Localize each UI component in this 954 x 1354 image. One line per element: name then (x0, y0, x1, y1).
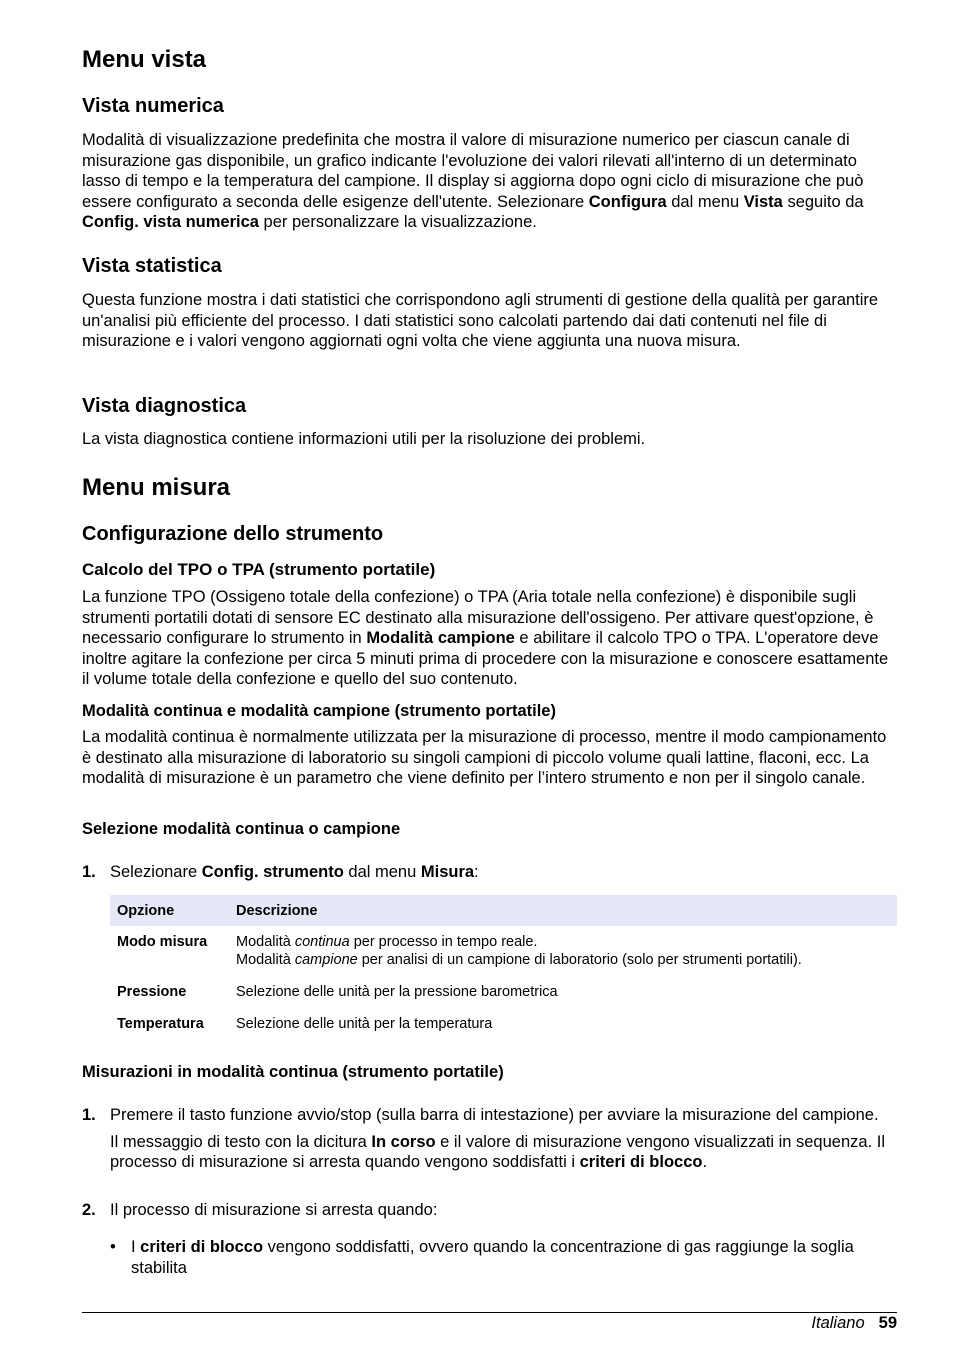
paragraph-vista-numerica: Modalità di visualizzazione predefinita che mostra il valore di misurazione numerico per ciascun canale di misurazione gas disponibile, un grafico indicante l'evoluzione dei valori rilevati all'interno di un determinato lasso di tempo e la temperatura del campione. Il display si aggiorna dopo ogni ciclo di misurazione che può essere configurato a seconda delle esigenze dell'utente. Selezionare Configura dal menu Vista seguito da Config. vista numerica per personalizzare la visualizzazione. (82, 131, 864, 232)
paragraph-vista-statistica: Questa funzione mostra i dati statistici che corrispondono agli strumenti di gestione della qualità per garantire un'analisi più efficiente del processo. I dati statistici sono calcolati partendo dai dati contenuti nel file di misurazione e i valori vengono aggiornati ogni volta che viene aggiunta una nuova misura. (82, 291, 879, 351)
table-row (110, 1008, 897, 1040)
page-number: 59 (878, 1314, 897, 1332)
table-cell-option: Temperatura (117, 1016, 204, 1032)
step-text: Premere il tasto funzione avvio/stop (sulla barra di intestazione) per avviare la misurazione del campione. (110, 1106, 879, 1124)
options-table (110, 895, 897, 1040)
table-row (110, 926, 897, 976)
heading-configurazione: Configurazione dello strumento (82, 523, 384, 545)
table-cell-option: Pressione (117, 984, 187, 1000)
footer-divider (82, 1312, 897, 1313)
heading-vista-numerica: Vista numerica (82, 95, 224, 117)
step-number: 2. (82, 1201, 96, 1219)
step-1-selezione (82, 862, 897, 883)
step-2-continua (82, 1200, 897, 1221)
heading-calcolo-tpo: Calcolo del TPO o TPA (strumento portatile) (82, 560, 436, 579)
table-header-row (110, 895, 897, 926)
table-cell-description: Modalità continua per processo in tempo reale. Modalità campione per analisi di un campione di laboratorio (solo per strumenti portatili). (236, 934, 802, 968)
step-text: Il processo di misurazione si arresta quando: (110, 1201, 438, 1219)
paragraph-calcolo-tpo: La funzione TPO (Ossigeno totale della confezione) o TPA (Aria totale nella confezione) è disponibile sugli strumenti portatili dotati di sensore EC destinato alla misurazione dell'ossigeno. Per attivare quest'opzione, è necessario configurare lo strumento in Modalità campione e abilitare il calcolo TPO o TPA. L'operatore deve inoltre agitare la confezione per circa 5 minuti prima di procedere con la misurazione e conoscere esattamente il volume totale della confezione e quello del suo contenuto. (82, 588, 889, 689)
heading-menu-misura: Menu misura (82, 474, 231, 501)
heading-vista-statistica: Vista statistica (82, 255, 222, 277)
table-header-opzione: Opzione (117, 902, 175, 919)
step-number: 1. (82, 1106, 96, 1124)
heading-modalita: Modalità continua e modalità campione (strumento portatile) (82, 702, 556, 720)
heading-selezione: Selezione modalità continua o campione (82, 820, 401, 838)
heading-menu-vista: Menu vista (82, 46, 207, 73)
page-footer (811, 1313, 897, 1333)
step-1-continua (82, 1105, 897, 1173)
heading-vista-diagnostica: Vista diagnostica (82, 395, 247, 417)
step-text: Selezionare Config. strumento dal menu Misura: (110, 863, 479, 881)
paragraph-modalita: La modalità continua è normalmente utilizzata per la misurazione di processo, mentre il modo campionamento è destinato alla misurazione di laboratorio su singoli campioni di piccolo volume quali lattine, flaconi, ecc. La modalità di misurazione è un parametro che viene definito per l’intero strumento e non per il singolo canale. (82, 728, 887, 788)
bullet-text: I criteri di blocco vengono soddisfatti, ovvero quando la concentrazione di gas raggiunge la soglia stabilita (131, 1238, 854, 1277)
table-cell-description: Selezione delle unità per la temperatura (236, 1016, 493, 1032)
step-note: Il messaggio di testo con la dicitura In corso e il valore di misurazione vengono visualizzati in sequenza. Il processo di misurazione si arresta quando vengono soddisfatti i criteri di blocco. (110, 1132, 885, 1172)
paragraph-vista-diagnostica: La vista diagnostica contiene informazioni utili per la risoluzione dei problemi. (82, 430, 646, 448)
bullet-icon: • (110, 1238, 116, 1256)
bullet-item (110, 1237, 897, 1278)
footer-language: Italiano (811, 1314, 865, 1332)
table-cell-option: Modo misura (117, 934, 208, 950)
heading-misurazioni-continua: Misurazioni in modalità continua (strumento portatile) (82, 1063, 504, 1081)
step-number: 1. (82, 863, 96, 881)
table-header-descrizione: Descrizione (236, 902, 318, 919)
table-row (110, 976, 897, 1008)
table-cell-description: Selezione delle unità per la pressione barometrica (236, 984, 558, 1000)
